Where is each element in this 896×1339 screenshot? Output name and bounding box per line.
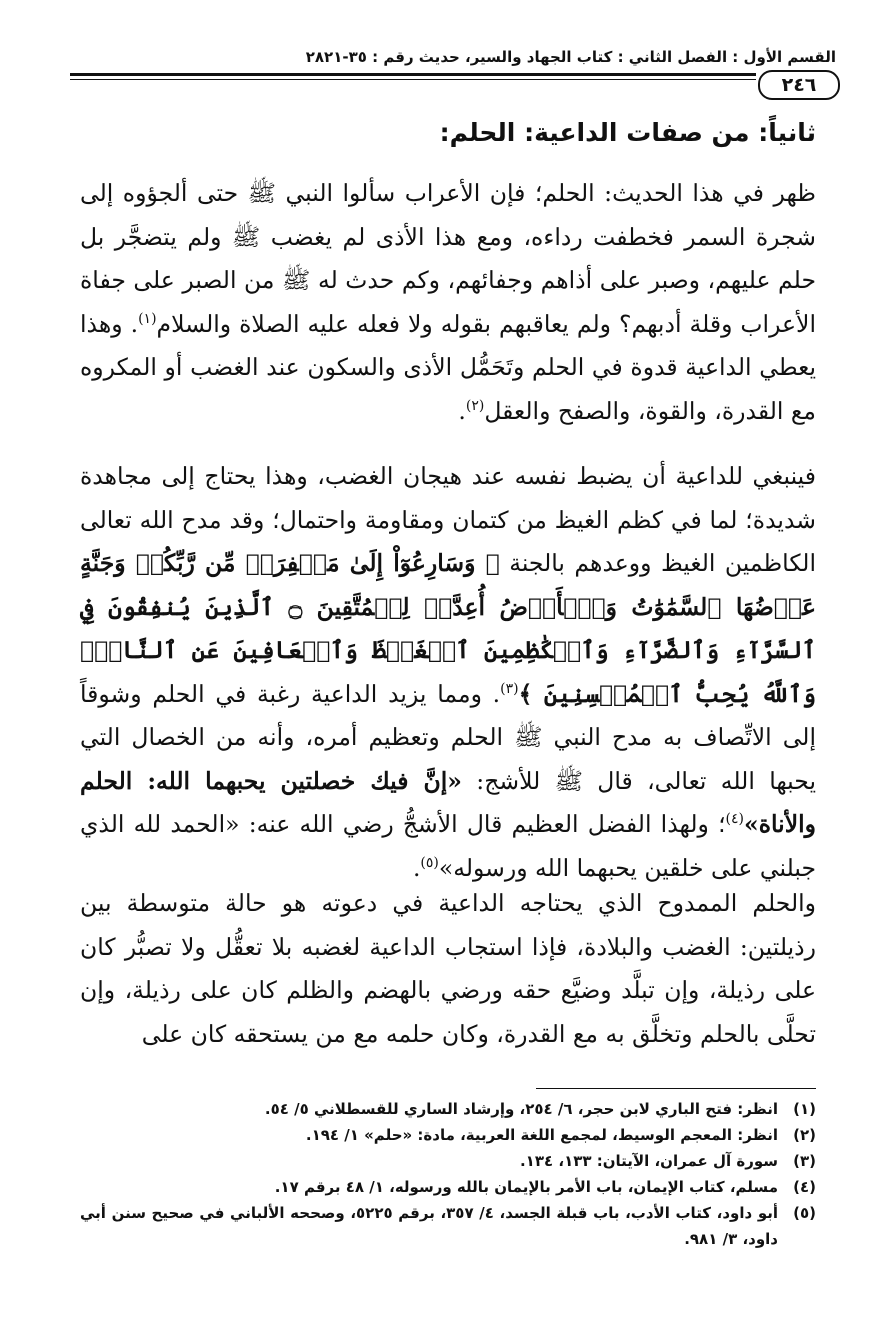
footnote-number: (٥) bbox=[793, 1204, 816, 1222]
running-header: القسم الأول : الفصل الثاني : كتاب الجهاد والسير، حديث رقم : ٣٥-٢٨٢١ bbox=[305, 48, 836, 66]
footnote-separator bbox=[536, 1088, 816, 1089]
footnote-text: انظر: المعجم الوسيط، لمجمع اللغة العربية، مادة: «حلم» ١/ ١٩٤. bbox=[305, 1126, 778, 1144]
paragraph-text: . ومما يزيد الداعية رغبة في الحلم وشوقاً إلى الاتِّصاف به مدح النبي ﷺ الحلم وتعظيم أمره، وأنه من الخصال التي يحبها الله تعالى، قال ﷺ للأشج: bbox=[80, 679, 816, 795]
footnote-ref[interactable]: (٣) bbox=[500, 680, 519, 697]
footnote-ref[interactable]: (١) bbox=[138, 310, 157, 327]
footnote bbox=[80, 1122, 816, 1148]
footnote-number: (٤) bbox=[793, 1178, 816, 1196]
paragraph-text: فينبغي للداعية أن يضبط نفسه عند هيجان الغضب، وهذا يحتاج إلى مجاهدة شديدة؛ لما في كظم الغيظ من كتمان ومقاومة واحتمال؛ وقد مدح الله تعالى الكاظمين الغيظ ووعدهم بالجنة bbox=[80, 462, 816, 577]
header-rule-thin bbox=[70, 79, 756, 80]
footnote-text: مسلم، كتاب الإيمان، باب الأمر بالإيمان بالله ورسوله، ١/ ٤٨ برقم ١٧. bbox=[274, 1178, 778, 1196]
footnote-ref[interactable]: (٥) bbox=[420, 854, 439, 871]
paragraph-1 bbox=[80, 172, 816, 433]
section-heading: ثانياً: من صفات الداعية: الحلم: bbox=[439, 118, 816, 147]
footnote-text: انظر: فتح الباري لابن حجر، ٦/ ٢٥٤، وإرشاد الساري للقسطلاني ٥/ ٥٤. bbox=[264, 1100, 778, 1118]
paragraph-text: . bbox=[412, 853, 421, 882]
footnote-ref[interactable]: (٢) bbox=[465, 397, 485, 414]
header-rule bbox=[70, 73, 756, 80]
footnote-text: سورة آل عمران، الآيتان: ١٣٣، ١٣٤. bbox=[519, 1152, 778, 1170]
footnote-ref[interactable]: (٤) bbox=[725, 811, 745, 828]
footnote bbox=[80, 1096, 816, 1122]
footnote-text: أبو داود، كتاب الأدب، باب قبلة الجسد، ٤/ ٣٥٧، برقم ٥٢٢٥، وصححه الألباني في صحيح سنن أبي داود، ٣/ ٩٨١. bbox=[80, 1204, 779, 1248]
paragraph-text: ؛ ولهذا الفضل العظيم قال الأشجُّ رضي الله عنه: bbox=[248, 810, 726, 838]
page-number: ٢٤٦ bbox=[758, 70, 840, 100]
footnote bbox=[80, 1200, 816, 1252]
header-rule-thick bbox=[70, 73, 756, 76]
footnote bbox=[80, 1174, 816, 1200]
footnote-number: (١) bbox=[793, 1100, 816, 1118]
paragraph-text: . bbox=[458, 396, 466, 425]
footnote-number: (٣) bbox=[793, 1152, 816, 1170]
footnote bbox=[80, 1148, 816, 1174]
paragraph-text: ظهر في هذا الحديث: الحلم؛ فإن الأعراب سألوا النبي ﷺ حتى ألجؤوه إلى شجرة السمر فخطفت رداءه، ومع هذا الأذى لم يغضب ﷺ ولم يتضجَّر بل حلم عليهم، وصبر على أذاهم وجفائهم، وكم حدث له ﷺ من الصبر على جفاة الأعراب وقلة أدبهم؟ ولم يعاقبهم بقوله ولا فعله عليه الصلاة والسلام bbox=[80, 179, 816, 338]
paragraph-2 bbox=[80, 455, 816, 890]
paragraph-text: والحلم الممدوح الذي يحتاجه الداعية في دعوته هو حالة متوسطة بين رذيلتين: الغضب والبلادة، فإذا استجاب الداعية لغضبه بلا تعقُّل ولا تصبُّر كان على رذيلة، وإن تبلَّد وضيَّع حقه ورضي بالهضم والظلم كان على رذيلة، وإن تحلَّى بالحلم وتخلَّق به مع القدرة، وكان حلمه مع من يستحقه كان على bbox=[80, 889, 816, 1048]
paragraph-text: . وهذا يعطي الداعية قدوة في الحلم وتَحَمُّل الأذى والسكون عند الغضب أو المكروه مع القدرة، والقوة، والصفح والعقل bbox=[80, 309, 816, 425]
footnotes bbox=[80, 1096, 816, 1252]
paragraph-3 bbox=[80, 882, 816, 1056]
hadith-quote: «إنَّ فيك خصلتين يحبهما الله: الحلم والأناة» bbox=[80, 766, 816, 838]
hadith-quote: «الحمد لله الذي جبلني على خلقين يحبهما الله ورسوله» bbox=[80, 810, 816, 882]
footnote-number: (٢) bbox=[793, 1126, 816, 1144]
quran-verse: ﴿ وَسَارِعُوٓاْ إِلَىٰ مَغۡفِرَةٖ مِّن رَّبِّكُمۡ وَجَنَّةٍ عَرۡضُهَا ٱلسَّمَٰوَٰتُ وَٱلۡأَرۡضُ أُعِدَّتۡ لِلۡمُتَّقِينَ ۝ ٱلَّذِينَ يُنفِقُونَ فِي ٱلسَّرَّآءِ وَٱلضَّرَّآءِ وَٱلۡكَٰظِمِينَ ٱلۡغَيۡظَ وَٱلۡعَافِينَ عَنِ ٱلنَّاسِۗ وَٱللَّهُ يُحِبُّ ٱلۡمُحۡسِنِينَ ﴾ bbox=[80, 549, 817, 708]
